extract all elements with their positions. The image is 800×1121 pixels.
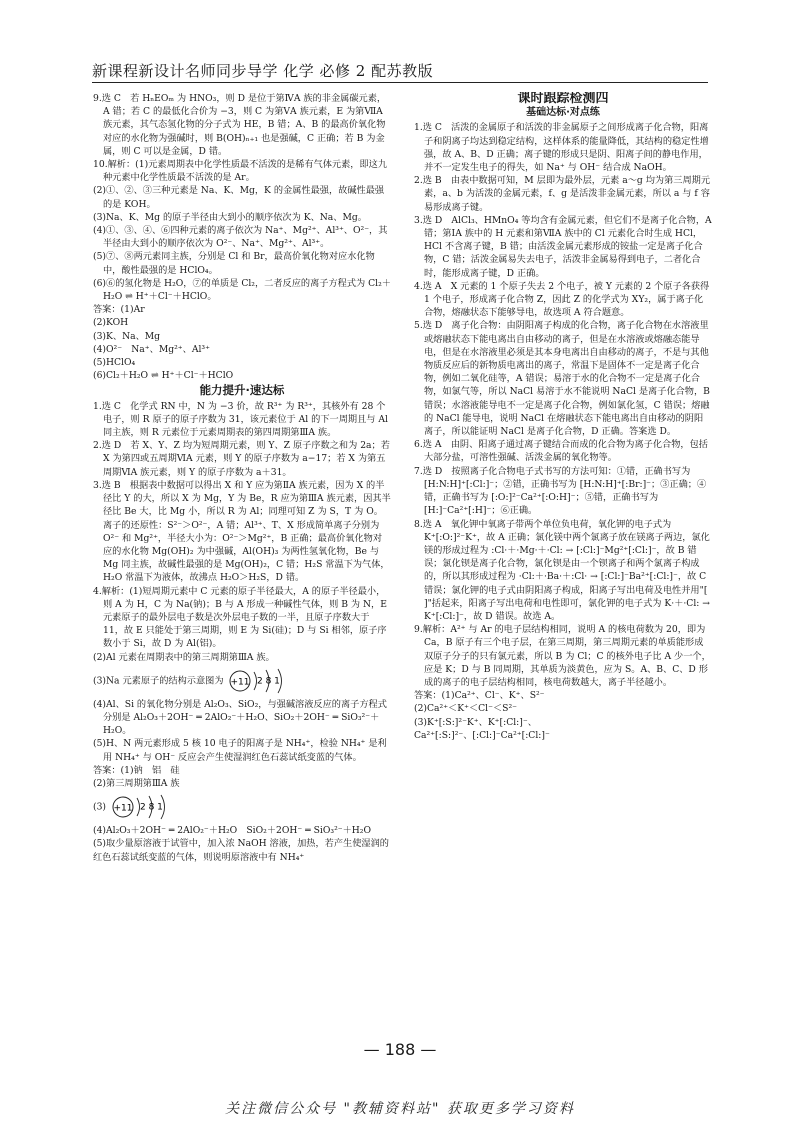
left-q10-line: (6)⑥的氢化物是 H₂O，⑦的单质是 Cl₂，二者反应的离子方程式为 Cl₂＋H₂O ⇌ H⁺＋Cl⁻＋HClO。 xyxy=(93,277,391,303)
na-shell-labels: 2 8 1 xyxy=(139,802,163,813)
na-shell-labels: 2 8 1 xyxy=(257,676,281,687)
left-q4-answer-3: (3) xyxy=(93,801,107,813)
left-q4-more: (5)H、N 两元素形成 5 核 10 电子的阳离子是 NH₄⁺，检验 NH₄⁺ 是利用 NH₄⁺ 与 OH⁻ 反应会产生使湿润红色石蕊试纸变蓝的气体。 xyxy=(93,738,387,763)
left-column xyxy=(93,92,391,1032)
left-q4-line xyxy=(93,664,391,698)
left-q2: 2.选 D 若 X、Y、Z 均为短周期元素，则 Y、Z 原子序数之和为 2a；若 X 为第四或五周期ⅥA 元素，则 Y 的原子序数为 a−17；若 X 为第五周期ⅥA 族元素，则 Y 的原子序数为 a＋31。 xyxy=(93,440,390,478)
left-q10-answer: (5)HClO₄ xyxy=(93,357,136,369)
na-diagram-caption: (3)Na 元素原子的结构示意图为 xyxy=(93,675,224,687)
left-q4-answer: 答案：(1)钠 铝 硅 xyxy=(93,764,180,776)
right-column xyxy=(414,92,712,1032)
na-atom-diagram-icon xyxy=(109,792,179,822)
left-q1: 1.选 C 化学式 RN 中，N 为 −3 价，故 R³⁺ 为 R³⁺，其核外有 28 个电子，则 R 原子的原子序数为 31，该元素位于 Al 的下一周期且与 Al 同主族，则 R 元素位于元素周期表的第四周期第ⅢA 族。 xyxy=(93,400,388,439)
left-q4-more: (4)Al、Si 的氧化物分别是 Al₂O₃、SiO₂，与强碱溶液反应的离子方程式分别是 Al₂O₃＋2OH⁻ ═ 2AlO₂⁻＋H₂O、SiO₂＋2OH⁻ ═ SiO₃²⁻＋H₂O。 xyxy=(93,698,387,737)
left-q10-line: (2)①、②、③三种元素是 Na、K、Mg，K 的金属性最强，故碱性最强的是 KOH。 xyxy=(93,185,385,210)
right-item: 9.解析：A²⁺ 与 Ar 的电子层结构相同，说明 A 的核电荷数为 20，即为 Ca，B 原子有三个电子层，在第三周期，第三周期元素的单质能形成双原子分子的只有氯元素，所以 B 为 Cl；C 的核外电子比 A 少一个，应是 K；D 与 B 同周期，其单质为淡黄色，应为 S。A、B、C、D 形成的离子的电子层结构相同，核电荷数越大，离子半径越小。 xyxy=(414,624,711,688)
na-atom-diagram-icon xyxy=(226,666,296,696)
left-q10-answer: 答案：(1)Ar xyxy=(93,304,145,316)
page-number: — 188 — xyxy=(363,1040,437,1059)
right-item: 7.选 D 按照离子化合物电子式书写的方法可知：①错，正确书写为 [H:N:H]⁺[:Cl:]⁻；②错，正确书写为 [H:N:H]⁺[:Br:]⁻；③正确；④错，正确书写为 [:O:]²⁻Ca²⁺[:O:H]⁻；⑤错，正确书写为 [H:]⁻Ca²⁺[:H]⁻；⑥正确。 xyxy=(414,465,707,517)
left-q4-answer: (2)第三周期第ⅢA 族 xyxy=(93,777,180,789)
left-q4-answer xyxy=(93,790,391,824)
right-answer: (3)K⁺[:S:]²⁻K⁺、K⁺[:Cl:]⁻、 xyxy=(414,716,537,728)
right-answer: (2)Ca²⁺＜K⁺＜Cl⁻＜S²⁻ xyxy=(414,703,517,715)
header-divider xyxy=(92,82,708,83)
right-item: 1.选 C 活泼的金属原子和活泼的非金属原子之间形成离子化合物，阳离子和阴离子均达到稳定结构，这样体系的能量降低，其结构的稳定性增强，故 A、B、D 正确；离子键的形成只是阴、阳离子间的静电作用，并不一定发生电子的得失，如 Na⁺ 与 OH⁻ 结合成 NaOH。 xyxy=(414,122,709,174)
right-item: 3.选 D AlCl₃、HMnO₄ 等均含有金属元素，但它们不是离子化合物，A 错；第ⅠA 族中的 H 元素和第ⅦA 族中的 Cl 元素化合时生成 HCl，HCl 不含离子键，B 错；由活泼金属元素形成的铵盐一定是离子化合物，C 错；活泼金属易失去电子，活泼非金属易得到电子，二者化合时，能形成离子键，D 正确。 xyxy=(414,214,712,279)
right-item: 2.选 B 由表中数据可知，M 层即为最外层，元素 a～g 均为第三周期元素，a、b 为活泼的金属元素，f、g 是活泼非金属元素，所以 a 与 f 容易形成离子键。 xyxy=(414,175,711,213)
right-item: 6.选 A 由阴、阳离子通过离子键结合而成的化合物为离子化合物，包括大部分盐，可溶性强碱、活泼金属的氧化物等。 xyxy=(414,439,708,464)
left-q4-answer: (4)Al₂O₃＋2OH⁻ ═ 2AlO₂⁻＋H₂O SiO₂＋2OH⁻ ═ SiO₃²⁻＋H₂O xyxy=(93,825,372,837)
left-q10-answer: (6)Cl₂＋H₂O ⇌ H⁺＋Cl⁻＋HClO xyxy=(93,370,234,382)
left-q9: 9.选 C 若 HₙEOₘ 为 HNO₃，则 D 是位于第ⅣA 族的非金属碳元素，A 错；若 C 的最低化合价为 −3，则 C 为第ⅤA 族元素，E 为第ⅦA 族元素，其气态氢化物的分子式为 HE，B 错；A、B 的最高价氧化物对应的水化物为强碱时，则 B(OH)ₙ₊₁ 也是强碱，C 正确；若 B 为金属，则 C 可以是金属，D 错。 xyxy=(93,93,387,157)
right-item: 8.选 A 氧化钾中氧离子带两个单位负电荷，氧化钾的电子式为 K⁺[:O:]²⁻K⁺，故 A 正确；氯化镁中两个氯离子放在镁离子两边，氯化镁的形成过程为 :Cl·＋·Mg·＋·Cl: → [:Cl:]⁻Mg²⁺[:Cl:]⁻，故 B 错误；氯化钡是离子化合物，氯化钡是由一个钡离子和两个氯离子构成的，所以其形成过程为 ·Cl:＋·Ba·＋:Cl· → [:Cl:]⁻Ba²⁺[:Cl:]⁻，故 C 错误；氯化钾的电子式由阴阳离子构成，阳离子写出电荷及电性并用"[ ]"括起来，阳离子写出电荷和电性即可，氯化钾的电子式为 K·＋·Cl: → K⁺[:Cl:]⁻，故 D 错误。故选 A。 xyxy=(414,518,710,622)
right-title: 课时跟踪检测四 xyxy=(517,92,609,106)
left-q4-answer: (5)取少量原溶液于试管中，加入浓 NaOH 溶液，加热，若产生使湿润的红色石蕊试纸变蓝的气体，则说明原溶液中有 NH₄⁺ xyxy=(93,838,389,863)
left-q10-line: (4)①、③、④、⑥四种元素的离子依次为 Na⁺、Mg²⁺、Al³⁺、O²⁻，其半径由大到小的顺序依次为 O²⁻、Na⁺、Mg²⁺、Al³⁺。 xyxy=(93,225,388,250)
left-q3: 3.选 B 根据表中数据可以得出 X 和 Y 应为第ⅡA 族元素，因为 X 的半径比 Y 的大，所以 X 为 Mg，Y 为 Be，R 应为第ⅢA 族元素，因其半径比 Be 大，比 Mg 小，所以 R 为 Al；同理可知 Z 为 S，T 为 O。离子的还原性：S²⁻＞O²⁻，A 错；Al³⁺、T、X 形成简单离子分别为 O²⁻ 和 Mg²⁺，半径大小为：O²⁻＞Mg²⁺，B 正确；最高价氧化物对应的水化物 Mg(OH)₂ 为中强碱，Al(OH)₃ 为两性氢氧化物，Be 与 Mg 同主族，故碱性最强的是 Mg(OH)₂，C 错；H₂S 常温下为气体，H₂O 常温下为液体，故沸点 H₂O＞H₂S，D 错。 xyxy=(93,479,391,584)
left-q10-answer: (4)O²⁻ Na⁺、Mg²⁺、Al³⁺ xyxy=(93,343,210,355)
left-q4-line: 4.解析：(1)短周期元素中 C 元素的原子半径最大，A 的原子半径最小，则 A 为 H，C 为 Na(钠)；B 与 A 形成一种碱性气体，则 B 为 N，E 元素原子的最外层电子数是次外层电子数的一半，且原子序数大于 11，故 E 只能处于第三周期，则 E 为 Si(硅)；D 与 Si 相邻，原子序数小于 Si，故 D 为 Al(铝)。 xyxy=(93,585,387,650)
left-q4-line: (2)Al 元素在周期表中的第三周期第ⅢA 族。 xyxy=(93,651,275,663)
left-q10-line: 10.解析：(1)元素周期表中化学性质最不活泼的是稀有气体元素，即这九种元素中化学性质最不活泼的是 Ar。 xyxy=(93,159,388,184)
left-q10-line: (3)Na、K、Mg 的原子半径由大到小的顺序依次为 K、Na、Mg。 xyxy=(93,211,367,223)
left-q10-line: (5)⑦、⑧两元素同主族，分别是 Cl 和 Br，最高价氧化物对应水化物中，酸性最强的是 HClO₄。 xyxy=(93,251,375,276)
right-answer: 答案：(1)Ca²⁺、Cl⁻、K⁺、S²⁻ xyxy=(414,690,545,702)
left-q10-answer: (3)K、Na、Mg xyxy=(93,330,161,342)
right-answer: Ca²⁺[:S:]²⁻、[:Cl:]⁻Ca²⁺[:Cl:]⁻ xyxy=(414,729,550,741)
right-item: 4.选 A X 元素的 1 个原子失去 2 个电子，被 Y 元素的 2 个原子各获得 1 个电子，形成离子化合物 Z，因此 Z 的化学式为 XY₂，属于离子化合物，熔融状态下能够导电，故选项 A 符合题意。 xyxy=(414,280,710,319)
na-nucleus-label: +11 xyxy=(113,803,133,814)
na-nucleus-label: +11 xyxy=(230,677,250,688)
footer-note: 关注微信公众号 "教辅资料站" 获取更多学习资料 xyxy=(225,1101,575,1117)
right-item: 5.选 D 离子化合物：由阴阳离子构成的化合物，离子化合物在水溶液里或熔融状态下能电离出自由移动的离子，但是在水溶液或熔融态能导电，但是在水溶液里必须是其本身电离出自由移动的离子，不是与其他物质反应后的新物质电离出的离子，常温下是固体不一定是离子化合物，例如二氧化硅等，A 错误；易溶于水的化合物不一定是离子化合物，如氯气等，所以 NaCl 易溶于水不能说明 NaCl 是离子化合物，B 错误；水溶液能导电不一定是离子化合物，例如氯化氢，C 错误；熔融的 NaCl 能导电，说明 NaCl 在熔融状态下能电离出自由移动的阴阳离子，所以能证明 NaCl 是离子化合物，D 正确。答案选 D。 xyxy=(414,320,710,438)
right-subtitle: 基础达标·对点练 xyxy=(526,107,600,119)
section-title-ability: 能力提升·速达标 xyxy=(199,383,285,398)
left-q10-answer: (2)KOH xyxy=(93,317,129,329)
page-header: 新课程新设计名师同步导学 化学 必修 2 配苏教版 xyxy=(92,62,434,80)
